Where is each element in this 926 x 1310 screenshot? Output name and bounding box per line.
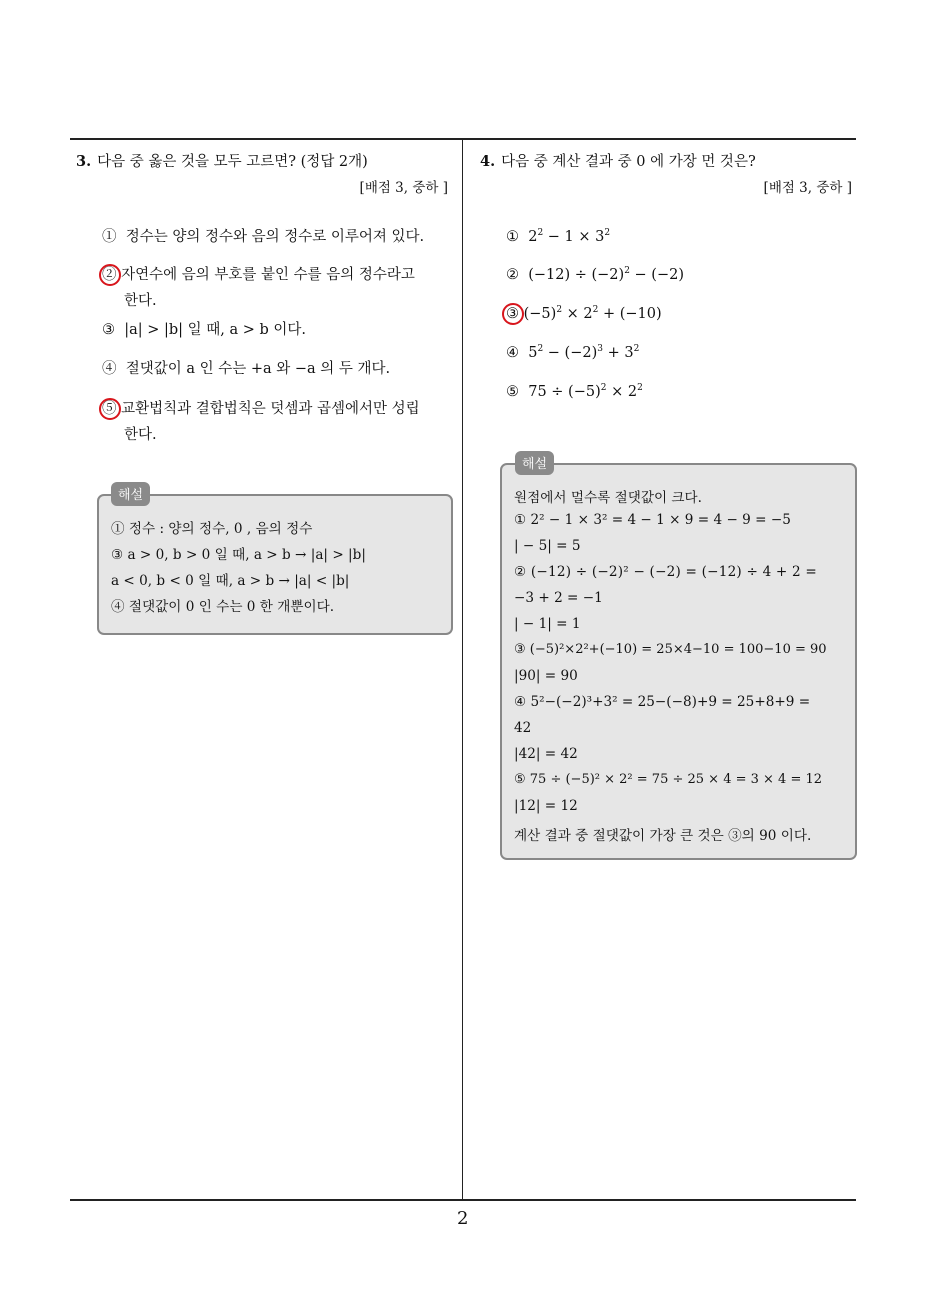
q4-explanation-line: |12| = 12 xyxy=(514,798,578,814)
q4-explanation-box xyxy=(500,463,857,860)
q4-explanation-line: −3 + 2 = −1 xyxy=(514,590,603,606)
q3-text: 다음 중 옳은 것을 모두 고르면? (정답 2개) xyxy=(97,154,368,170)
q4-explanation-line: |90| = 90 xyxy=(514,668,578,684)
q3-choice-5[interactable]: ⑤ 교환법칙과 결합법칙은 덧셈과 곱셈에서만 성립 xyxy=(102,401,420,417)
q3-header xyxy=(76,150,368,171)
q4-explanation-line: | − 1| = 1 xyxy=(514,616,581,632)
q3-explanation-line: ③ a > 0, b > 0 일 때, a > b → |a| > |b| xyxy=(111,547,366,563)
q3-explanation-line: a < 0, b < 0 일 때, a > b → |a| < |b| xyxy=(111,573,350,589)
q4-explanation-line: ① 2² − 1 × 3² = 4 − 1 × 9 = 4 − 9 = −5 xyxy=(514,512,791,528)
answer-mark-circle xyxy=(502,303,524,325)
q3-explanation-tag: 해설 xyxy=(111,482,150,506)
q3-score: [배점 3, 중하 ] xyxy=(359,180,448,196)
q4-explanation-line: | − 5| = 5 xyxy=(514,538,581,554)
q4-explanation-line: |42| = 42 xyxy=(514,746,578,762)
q4-explanation-line: ④ 5²−(−2)³+3² = 25−(−8)+9 = 25+8+9 = xyxy=(514,694,811,710)
q4-explanation-line: 42 xyxy=(514,720,532,736)
q4-explanation-line: ⑤ 75 ÷ (−5)² × 2² = 75 ÷ 25 × 4 = 3 × 4 = 12 xyxy=(514,772,823,787)
q4-explanation-line: 계산 결과 중 절댓값이 가장 큰 것은 ③의 90 이다. xyxy=(514,828,812,844)
q4-choice-1[interactable]: ① $2^2 - 1 \times 3^2$ xyxy=(506,228,611,245)
q4-number: 4. xyxy=(480,153,496,170)
q4-choice-3[interactable]: ③ $(-5)^2 \times 2^2 + (-10)$ xyxy=(506,305,662,322)
q3-number: 3. xyxy=(76,153,92,170)
q3-choice-2[interactable]: ② 자연수에 음의 부호를 붙인 수를 음의 정수라고 xyxy=(102,267,415,283)
q4-choice-2[interactable]: ② $(-12) \div (-2)^2 - (-2)$ xyxy=(506,266,684,283)
q4-explanation-line: 원점에서 멀수록 절댓값이 크다. xyxy=(514,490,702,506)
q3-explanation-box xyxy=(97,494,453,635)
q4-explanation-line: ③ (−5)²×2²+(−10) = 25×4−10 = 100−10 = 90 xyxy=(514,642,827,657)
q4-choice-4[interactable]: ④ $5^2 - (-2)^3 + 3^2$ xyxy=(506,344,640,361)
q4-explanation-line: ② (−12) ÷ (−2)² − (−2) = (−12) ÷ 4 + 2 = xyxy=(514,564,818,580)
q3-choice-3[interactable]: ③ |a| > |b| 일 때, a > b 이다. xyxy=(102,322,307,338)
q3-explanation-line: ④ 절댓값이 0 인 수는 0 한 개뿐이다. xyxy=(111,599,335,615)
top-rule xyxy=(70,138,856,140)
q4-text: 다음 중 계산 결과 중 0 에 가장 먼 것은? xyxy=(501,154,756,170)
page-number: 2 xyxy=(457,1208,469,1229)
q4-score: [배점 3, 중하 ] xyxy=(763,180,852,196)
q4-choice-5[interactable]: ⑤ $75 \div (-5)^2 \times 2^2$ xyxy=(506,383,643,400)
answer-mark-circle xyxy=(99,398,121,420)
q3-choice-4[interactable]: ④ 절댓값이 a 인 수는 +a 와 −a 의 두 개다. xyxy=(102,361,391,377)
answer-mark-circle xyxy=(99,264,121,286)
q4-header xyxy=(480,150,756,171)
q3-choice-2-cont: 한다. xyxy=(124,293,157,309)
q4-explanation-tag: 해설 xyxy=(515,451,554,475)
bottom-rule xyxy=(70,1199,856,1201)
column-divider xyxy=(462,139,463,1201)
q3-explanation-line: ① 정수 : 양의 정수, 0 , 음의 정수 xyxy=(111,521,313,537)
q3-choice-5-cont: 한다. xyxy=(124,427,157,443)
q3-choice-1[interactable]: ① 정수는 양의 정수와 음의 정수로 이루어져 있다. xyxy=(102,229,425,245)
